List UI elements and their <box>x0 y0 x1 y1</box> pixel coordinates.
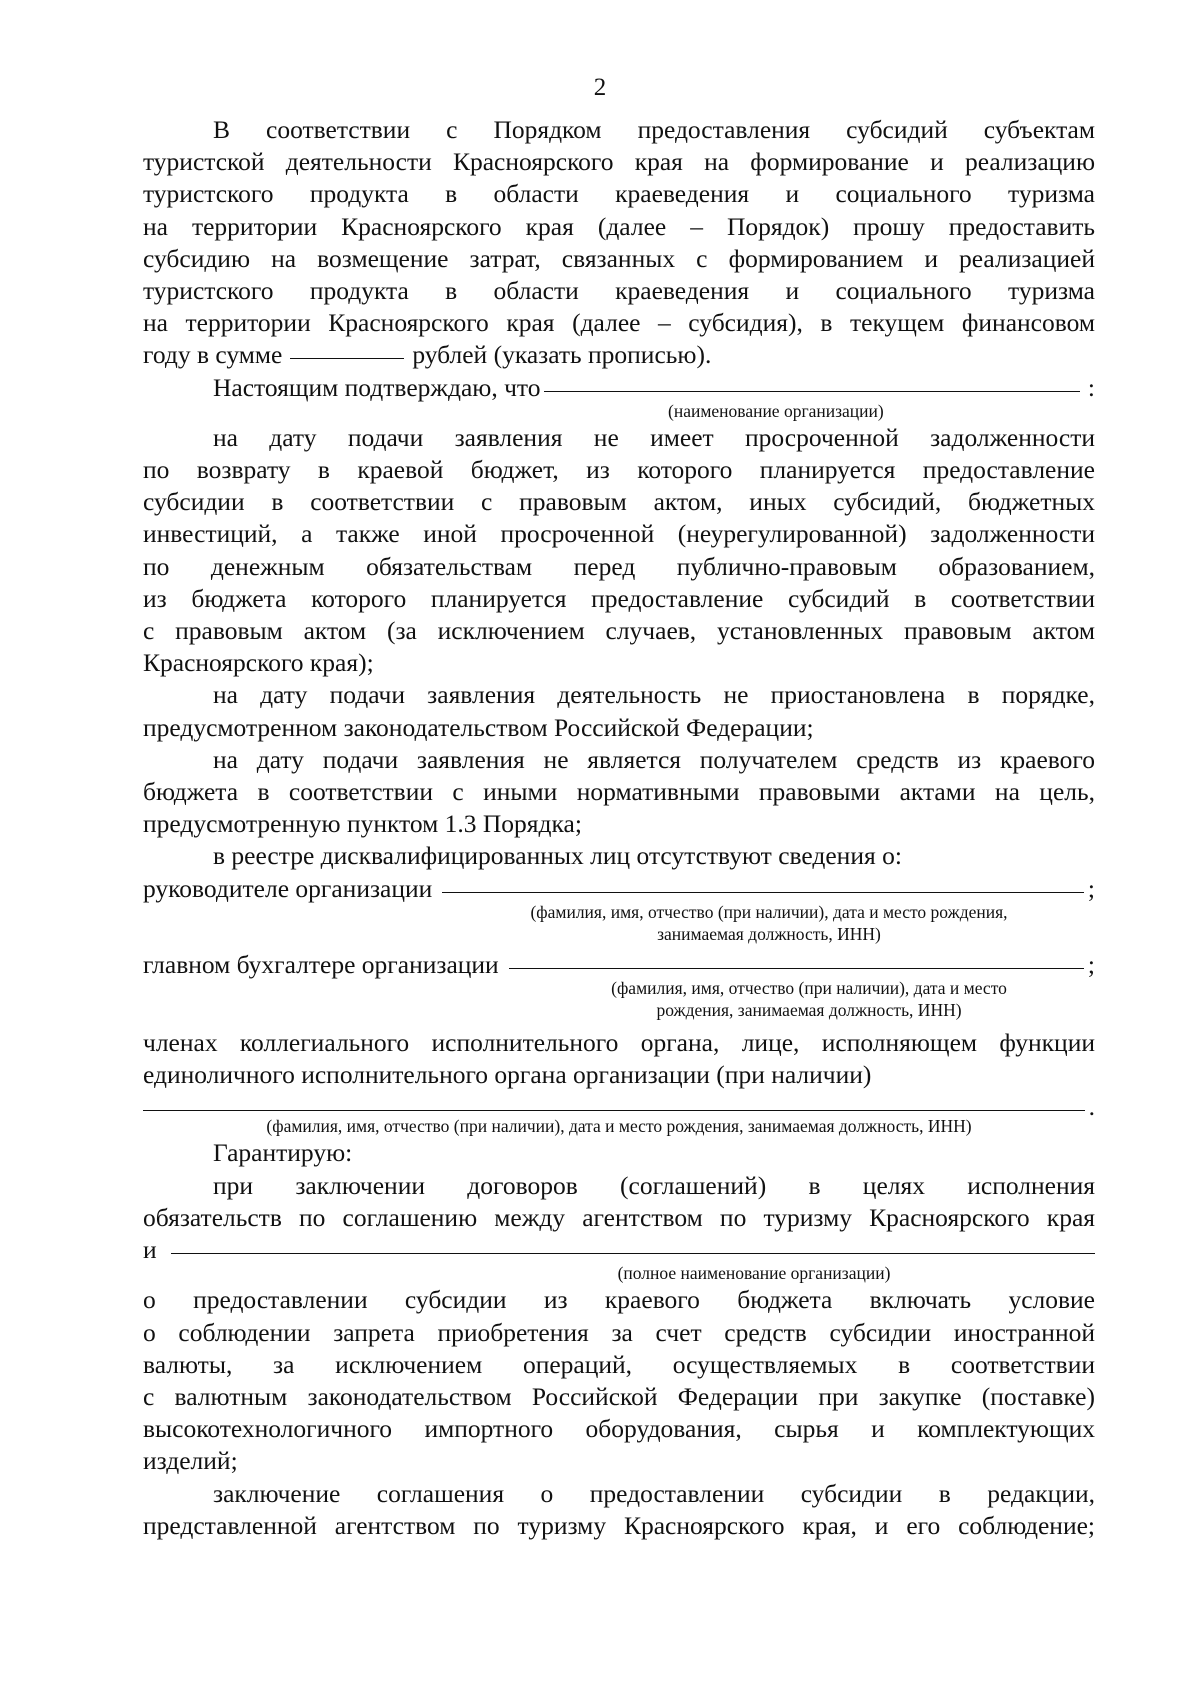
final-line: представленной агентством по туризму Красноярского края, и его соблюдение; <box>143 1510 1095 1540</box>
full-organization-caption: (полное наименование организации) <box>617 1263 891 1284</box>
accountant-label: главном бухгалтере организации <box>143 949 499 979</box>
sum-label: году в сумме <box>143 340 283 370</box>
p4-line: бюджета в соответствии с иными нормативными правовыми актами на цель, <box>143 777 1095 807</box>
guarantee-cont-line: валюты, за исключением операций, осуществляемых в соответствии <box>143 1349 1095 1379</box>
registry-intro: в реестре дисквалифицированных лиц отсутствуют сведения о: <box>213 841 902 871</box>
guarantee-cont-line: изделий; <box>143 1446 238 1476</box>
accountant-caption <box>143 977 1095 1021</box>
sum-field[interactable] <box>290 357 404 359</box>
board-line: единоличного исполнительного органа организации (при наличии) <box>143 1060 872 1090</box>
p4-line: предусмотренную пунктом 1.3 Порядка; <box>143 809 582 839</box>
page-number: 2 <box>593 74 607 101</box>
head-caption <box>143 901 1095 945</box>
p2-line: из бюджета которого планируется предоставление субсидий в соответствии <box>143 583 1095 613</box>
sum-suffix: рублей (указать прописью). <box>412 340 712 370</box>
board-caption: (фамилия, имя, отчество (при наличии), дата и место рождения, занимаемая должность, ИНН) <box>266 1116 972 1137</box>
p2-line: Красноярского края); <box>143 648 374 678</box>
and-label: и <box>143 1235 157 1265</box>
guarantee-cont-line: о предоставлении субсидии из краевого бюджета включать условие <box>143 1285 1095 1315</box>
p1-line: туристского продукта в области краеведения и социального туризма <box>143 179 1095 209</box>
p2-line: инвестиций, а также иной просроченной (неурегулированной) задолженности <box>143 519 1095 549</box>
guarantee-cont-line: с валютным законодательством Российской Федерации при закупке (поставке) <box>143 1381 1095 1411</box>
organization-name-field[interactable] <box>544 390 1079 392</box>
p1-line: туристского продукта в области краеведения и социального туризма <box>143 276 1095 306</box>
p3-line: на дату подачи заявления деятельность не приостановлена в порядке, <box>213 680 1095 710</box>
final-line: заключение соглашения о предоставлении субсидии в редакции, <box>213 1478 1095 1508</box>
p2-line: по денежным обязательствам перед публично-правовым образованием, <box>143 551 1095 581</box>
board-line: членах коллегиального исполнительного органа, лице, исполняющем функции <box>143 1028 1095 1058</box>
p1-line: субсидию на возмещение затрат, связанных с формированием и реализацией <box>143 243 1095 273</box>
organization-name-caption: (наименование организации) <box>668 400 884 421</box>
accountant-field[interactable] <box>509 967 1084 969</box>
head-caption-line: занимаемая должность, ИНН) <box>657 923 881 944</box>
p2-line: с правовым актом (за исключением случаев, установленных правовым актом <box>143 616 1095 646</box>
p2-line: на дату подачи заявления не имеет просроченной задолженности <box>213 422 1095 452</box>
accountant-caption-line: (фамилия, имя, отчество (при наличии), дата и место <box>611 978 1007 999</box>
confirm-label: Настоящим подтверждаю, что <box>213 372 541 402</box>
guarantee-title: Гарантирую: <box>213 1138 353 1168</box>
guarantee-cont-line: о соблюдении запрета приобретения за счет средств субсидии иностранной <box>143 1317 1095 1347</box>
sum-line <box>143 339 1095 371</box>
guarantee-line: при заключении договоров (соглашений) в целях исполнения <box>213 1170 1095 1200</box>
accountant-caption-line: рождения, занимаемая должность, ИНН) <box>656 1000 962 1021</box>
accountant-semicolon: ; <box>1087 949 1095 979</box>
head-field[interactable] <box>442 891 1084 893</box>
p2-line: субсидии в соответствии с правовым актом, иных субсидий, бюджетных <box>143 487 1095 517</box>
p4-line: на дату подачи заявления не является получателем средств из краевого <box>213 744 1095 774</box>
board-period: . <box>1088 1092 1095 1122</box>
head-label: руководителе организации <box>143 873 433 903</box>
board-field[interactable] <box>143 1109 1085 1111</box>
head-semicolon: ; <box>1087 873 1095 903</box>
p1-line: на территории Красноярского края (далее – Порядок) прошу предоставить <box>143 211 1095 241</box>
guarantee-cont-line: высокотехнологичного импортного оборудования, сырья и комплектующих <box>143 1414 1095 1444</box>
p3-line: предусмотренном законодательством Российской Федерации; <box>143 712 814 742</box>
full-organization-name-field[interactable] <box>171 1252 1095 1254</box>
confirm-colon: : <box>1087 372 1095 402</box>
p1-line: на территории Красноярского края (далее – субсидия), в текущем финансовом <box>143 308 1095 338</box>
p1-line: В соответствии с Порядком предоставления субсидий субъектам <box>213 115 1095 144</box>
guarantee-line: обязательств по соглашению между агентством по туризму Красноярского края <box>143 1202 1095 1232</box>
head-caption-line: (фамилия, имя, отчество (при наличии), дата и место рождения, <box>530 901 1008 922</box>
p1-line: туристской деятельности Красноярского края на формирование и реализацию <box>143 147 1095 177</box>
p2-line: по возврату в краевой бюджет, из которого планируется предоставление <box>143 455 1095 485</box>
document-body <box>143 114 1095 1542</box>
